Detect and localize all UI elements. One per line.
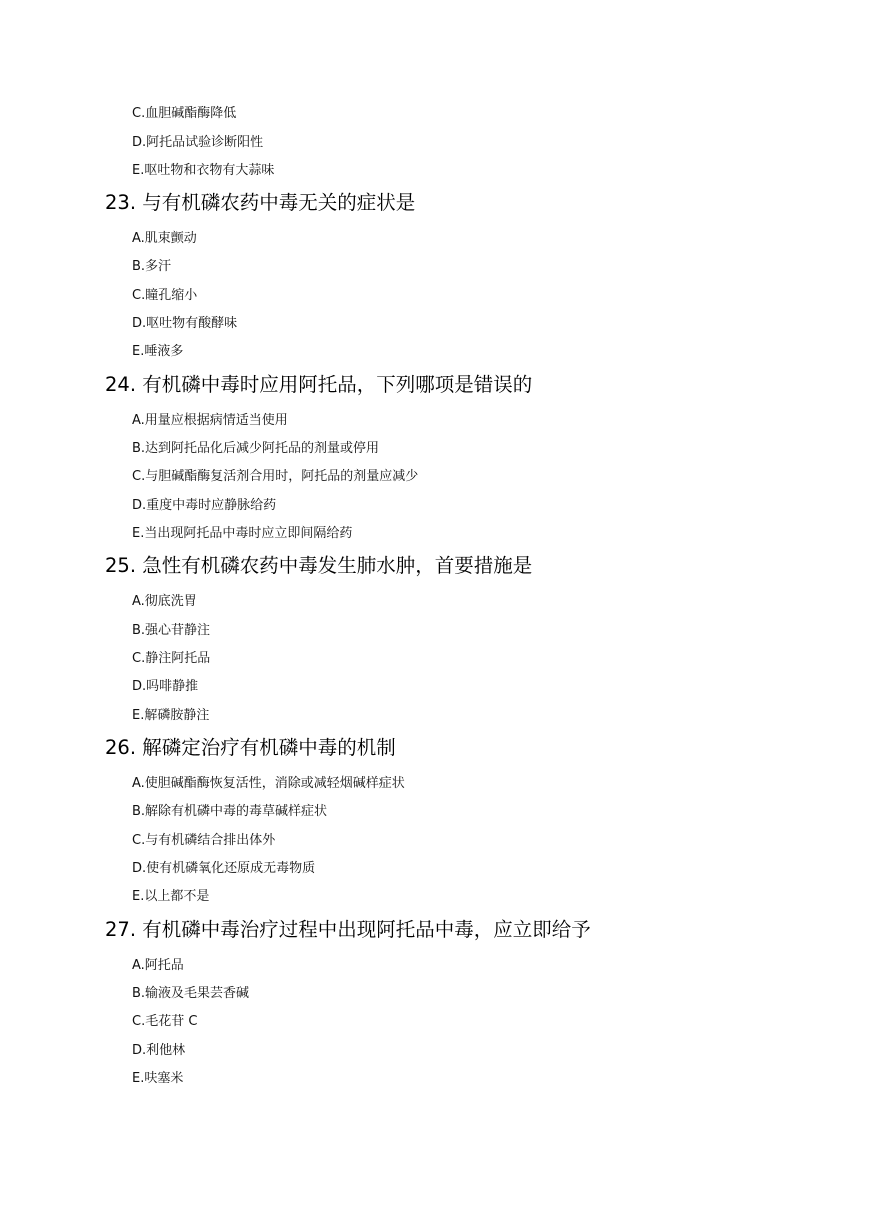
question-25-option-b: B.强心苷静注 bbox=[132, 623, 211, 638]
question-27-option-a: A.阿托品 bbox=[132, 958, 184, 973]
question-24-option-d: D.重度中毒时应静脉给药 bbox=[132, 498, 277, 513]
question-24-option-b: B.达到阿托品化后减少阿托品的剂量或停用 bbox=[132, 441, 380, 456]
question-23-option-b: B.多汗 bbox=[132, 259, 172, 274]
question-26-option-e: E.以上都不是 bbox=[132, 889, 210, 904]
question-26-title: 26. 解磷定治疗有机磷中毒的机制 bbox=[105, 736, 396, 759]
question-27-option-c: C.毛花苷 C bbox=[132, 1014, 198, 1029]
question-27-option-e: E.呋塞米 bbox=[132, 1071, 184, 1086]
option-e: E.呕吐物和衣物有大蒜味 bbox=[132, 163, 275, 178]
question-25-option-e: E.解磷胺静注 bbox=[132, 708, 210, 723]
question-25-option-a: A.彻底洗胃 bbox=[132, 594, 197, 609]
question-25-title: 25. 急性有机磷农药中毒发生肺水肿，首要措施是 bbox=[105, 554, 533, 577]
question-23-option-d: D.呕吐物有酸酵味 bbox=[132, 316, 238, 331]
question-24-option-a: A.用量应根据病情适当使用 bbox=[132, 413, 288, 428]
question-24-title: 24. 有机磷中毒时应用阿托品，下列哪项是错误的 bbox=[105, 373, 533, 396]
option-d: D.阿托品试验诊断阳性 bbox=[132, 135, 264, 150]
question-27-title: 27. 有机磷中毒治疗过程中出现阿托品中毒，应立即给予 bbox=[105, 918, 591, 941]
question-27-option-b: B.输液及毛果芸香碱 bbox=[132, 986, 250, 1001]
question-23-title: 23. 与有机磷农药中毒无关的症状是 bbox=[105, 191, 416, 214]
question-26-option-b: B.解除有机磷中毒的毒草碱样症状 bbox=[132, 804, 328, 819]
question-24-option-c: C.与胆碱酯酶复活剂合用时，阿托品的剂量应减少 bbox=[132, 469, 419, 484]
question-23-option-e: E.唾液多 bbox=[132, 344, 184, 359]
question-24-option-e: E.当出现阿托品中毒时应立即间隔给药 bbox=[132, 526, 353, 541]
question-23-option-a: A.肌束颤动 bbox=[132, 231, 197, 246]
question-26-option-d: D.使有机磷氧化还原成无毒物质 bbox=[132, 861, 316, 876]
question-25-option-c: C.静注阿托品 bbox=[132, 651, 211, 666]
question-26-option-c: C.与有机磷结合排出体外 bbox=[132, 833, 276, 848]
question-27-option-d: D.利他林 bbox=[132, 1043, 186, 1058]
question-26-option-a: A.使胆碱酯酶恢复活性，消除或减轻烟碱样症状 bbox=[132, 776, 405, 791]
question-23-option-c: C.瞳孔缩小 bbox=[132, 288, 198, 303]
question-25-option-d: D.吗啡静推 bbox=[132, 679, 199, 694]
option-c: C.血胆碱酯酶降低 bbox=[132, 106, 237, 121]
